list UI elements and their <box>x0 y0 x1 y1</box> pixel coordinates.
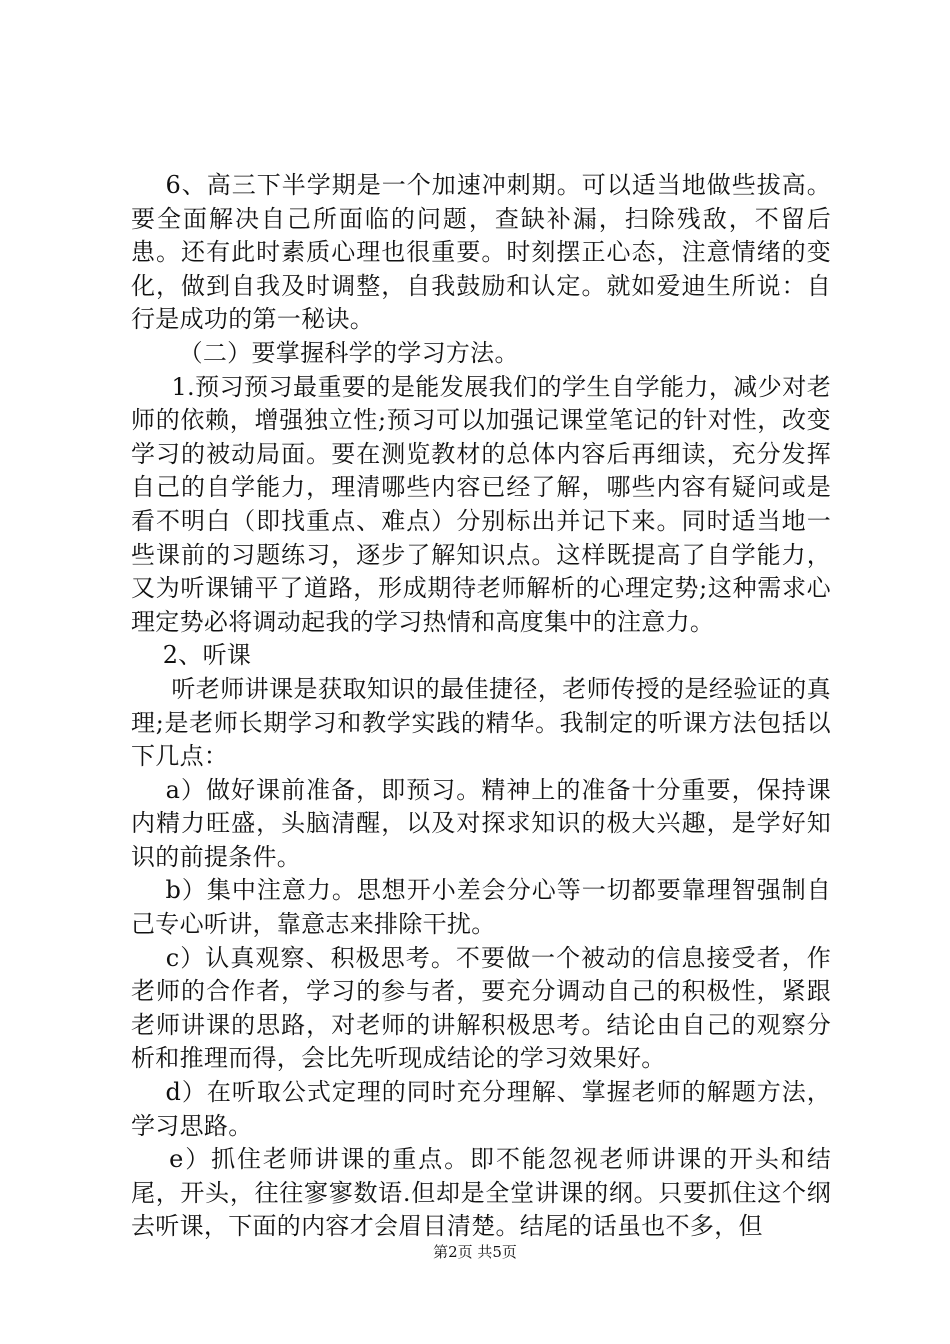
list-item-c: c）认真观察、积极思考。不要做一个被动的信息接受者，作老师的合作者，学习的参与者，要充分调动自己的积极性，紧跟老师讲课的思路，对老师的讲解积极思考。结论由自己的观察分析和推理而得，会比先听现成结论的学习效果好。 <box>131 943 831 1073</box>
list-item-a: a）做好课前准备，即预习。精神上的准备十分重要，保持课内精力旺盛，头脑清醒，以及对探求知识的极大兴趣，是学好知识的前提条件。 <box>131 775 831 871</box>
list-item-b: b）集中注意力。思想开小差会分心等一切都要靠理智强制自己专心听讲，靠意志来排除干扰。 <box>131 876 831 939</box>
paragraph-preview: 1.预习预习最重要的是能发展我们的学生自学能力，减少对老师的依赖，增强独立性;预习可以加强记课堂笔记的针对性，改变学习的被动局面。要在测览教材的总体内容后再细读，充分发挥自己的自学能力，理清哪些内容已经了解，哪些内容有疑问或是看不明白（即找重点、难点）分别标出并记下来。同时适当地一些课前的习题练习，逐步了解知识点。这样既提高了自学能力，又为听课铺平了道路，形成期待老师解析的心理定势;这种需求心理定势必将调动起我的学习热情和高度集中的注意力。 <box>131 372 831 636</box>
subheading-listening: 2、听课 <box>131 641 252 670</box>
document-body <box>131 169 831 1244</box>
page-number: 第2页 共5页 <box>433 1243 517 1261</box>
list-item-e: e）抓住老师讲课的重点。即不能忽视老师讲课的开头和结尾，开头，往往寥寥数语.但却是全堂讲课的纲。只要抓住这个纲去听课，下面的内容才会眉目清楚。结尾的话虽也不多，但 <box>131 1145 831 1241</box>
page-footer <box>0 1242 950 1262</box>
section-heading-study-methods: （二）要掌握科学的学习方法。 <box>131 338 519 367</box>
list-item-d: d）在听取公式定理的同时充分理解、掌握老师的解题方法，学习思路。 <box>131 1078 831 1140</box>
paragraph-listening-intro: 听老师讲课是获取知识的最佳捷径，老师传授的是经验证的真理;是老师长期学习和教学实践的精华。我制定的听课方法包括以下几点： <box>131 674 831 771</box>
paragraph-1: 6、高三下半学期是一个加速冲刺期。可以适当地做些拔高。要全面解决自己所面临的问题，查缺补漏，扫除残敌，不留后患。还有此时素质心理也很重要。时刻摆正心态，注意情绪的变化，做到自我及时调整，自我鼓励和认定。就如爱迪生所说：自行是成功的第一秘诀。 <box>131 171 832 334</box>
